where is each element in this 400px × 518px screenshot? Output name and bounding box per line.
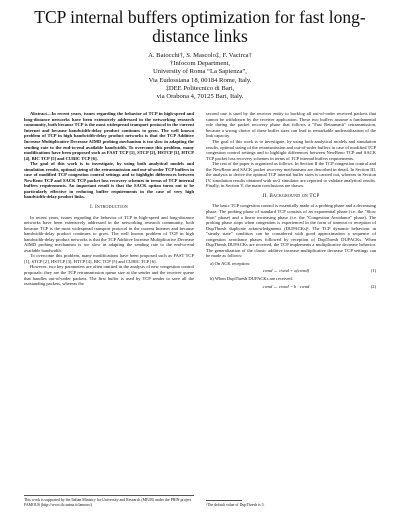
affiliation-2-address: via Orabona 4, 70125 Bari, Italy.: [156, 93, 244, 101]
paper-title: TCP internal buffers optimization for fast long-distance links: [34, 7, 366, 46]
equation-2: [206, 284, 376, 290]
section-heading-introduction: I. Introduction: [90, 203, 128, 210]
author-block: [24, 52, 376, 101]
equation-2-expression: cwnd ← cwnd − b · cwnd: [262, 283, 310, 289]
right-column-body: [206, 111, 376, 189]
right-paragraph-3: The rest of the paper is organized as follows. In Section II the TCP congestion control and the NewReno and SACK packet recovery mechanisms are described in detail. In Section III, the analysis to derive the optimal TCP internal buffer sizes is carried out, whereas in Section IV, simulation results obtained with ns-2 simulator are reported to validate analytical results. Finally, in Section V, the main conclusions are drawn.: [206, 161, 376, 189]
left-column: [24, 111, 194, 291]
funding-footnote: This work is supported by the Italian Ministry for University and Research (MIUR) under the PRIN project FAMOUS (http://www.tlc.unina.it/famous/): [24, 495, 194, 508]
equation-2-number: (2): [370, 283, 376, 289]
affiliation-2-name: ‡DEE Politecnico di Bari,: [165, 84, 235, 92]
two-column-body: [24, 111, 376, 291]
equation-1: [206, 268, 376, 274]
right-paragraph-2: The goal of this work is to investigate, by using both analytical models and simulation results, optimal sizing of the retransmission and out-of-order buffers in case of modified TCP congestion control settings and to highlight differences between NewReno TCP and SACK TCP packet loss recovery schemes in terms of TCP internal buffers requirements.: [206, 138, 376, 161]
section-heading-background: II. Background on TCP: [262, 192, 320, 199]
abstract: [24, 111, 194, 200]
affiliation-1-name: †Infocom Department,: [169, 60, 231, 68]
author-names: A. Baiocchi†, S. Mascolo‡, F. Vacirca†: [148, 52, 252, 59]
background-body: [206, 203, 376, 289]
background-paragraph-1: The basic TCP congestion control is essentially made of a probing phase and a decreasing phase. The probing phase of standard TCP consists of an exponential phase (i.e. the "Slow Start" phase) and a linear increasing phase (i.e. the "Congestion Avoidance" phase). The probing phase stops when congestion is experienced in the form of timeout or reception of DupThresh duplicate acknowledgments (DUPACKs)¹. The TCP dynamic behaviour in "steady state" condition can be considered with good approximation a sequence of congestion avoidance phases followed by reception of DupThresh DUPACKs. When DupThresh DUPACKs are received, the TCP implements a multiplicative decrease behavior. The generalization of the classic additive increase multiplicative decrease TCP settings can be made as follows:: [206, 203, 376, 259]
dupthresh-footnote: ¹The default value of DupThresh is 3.: [206, 503, 265, 508]
rule-a-label: a) On ACK reception:: [210, 260, 251, 266]
affiliation-1-address: Via Eudossiana 18, 00184 Rome, Italy.: [148, 76, 252, 84]
rule-b-label: b) When DupThresh DUPACKs are received:: [210, 275, 293, 281]
introduction-body: [24, 215, 194, 287]
intro-paragraph-1: In recent years, issues regarding the behavior of TCP in high-speed and long-distance networks have been extensively addressed in the networking research community, both because TCP is the most widespread transport protocol in the current Internet and because bandwidth-delay product continues to grow. The well known problem of TCP in high bandwidth-delay product networks is that the TCP Additive Increase Multiplicative Decrease AIMD probing mechanism is too slow in adapting the sending rate to the end-to-end available bandwidth.: [24, 214, 194, 253]
equation-1-number: (1): [370, 268, 376, 274]
intro-paragraph-3: However, two key parameters are often omitted in the analysis of new congestion control proposals: they are the TCP retransmission queue size at the sender and the receiver queue that handles out-of-order packets. The first buffer is used by TCP sender to save all the outstanding packets, whereas the: [24, 264, 194, 287]
right-column: [206, 111, 376, 291]
equation-1-expression: cwnd ← cwnd + a(cwnd): [262, 268, 310, 274]
footnote-rule: [206, 500, 242, 501]
abstract-paragraph-1: Abstract—In recent years, issues regarding the behavior of TCP in high-speed and long-distance networks have been extensively addressed in the networking research community, both because TCP is the most widespread transport protocol in the current Internet and because bandwidth-delay product continues to grow. The well known problem of TCP in high bandwidth-delay product networks is that the TCP Additive Increase Multiplicative Decrease AIMD probing mechanism is too slow in adapting the sending rate to the end-to-end available bandwidth. To overcome this problem, many modifications have been proposed such as FAST TCP [1], STCP [2], HSTCP [3], HTCP [4], BIC TCP [5] and CUBIC TCP [6].: [24, 111, 194, 161]
abstract-paragraph-2: The goal of this work is to investigate, by using both analytical models and simulation results, optimal sizing of the retransmission and out-of-order TCP buffers in case of modified TCP congestion control settings and to highlight differences between NewReno TCP and SACK TCP packet loss recovery schemes in terms of TCP internal buffers requirements. An important result is that the SACK option turns out to be particularly effective in reducing buffer requirements in the case of very high bandwidth-delay product links.: [24, 161, 194, 200]
intro-paragraph-2: To overcome this problem, many modifications have been proposed such as FAST TCP [1], STCP [2], HSTCP [3], HTCP [4], BIC TCP [5] and CUBIC TCP [6].: [24, 253, 194, 264]
affiliation-1-org: University of Roma “La Sapienza”,: [153, 68, 247, 76]
dupthresh-footnote-block: [206, 500, 376, 508]
right-paragraph-1: second one is used by the receiver entity to backlog all out-of-order received packets that cannot be withdrawn by the receiver application. These two buffers assume a fundamental role during the packet recovery phase that follows a "Fast Retransmit" retransmission, because a wrong choice of these buffer sizes can lead to remarkable underutilization of the link capacity.: [206, 111, 376, 139]
